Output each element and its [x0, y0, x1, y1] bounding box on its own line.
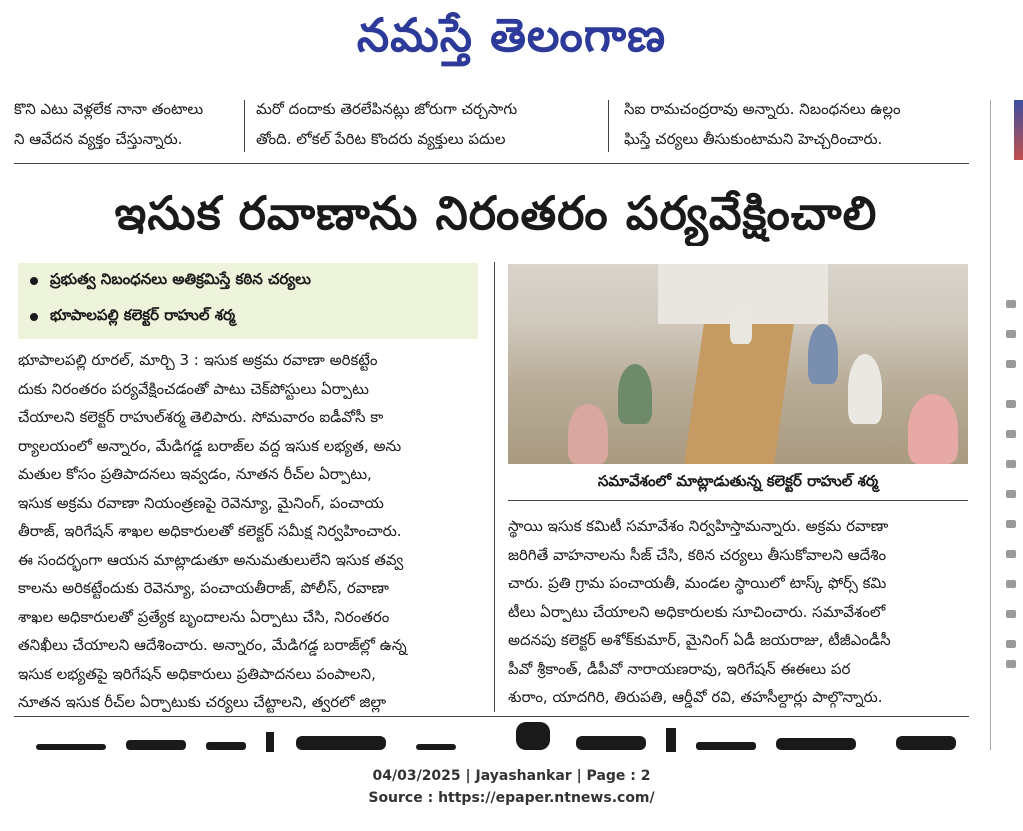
- body-line: కాలను అరికట్టేందుకు రెవెన్యూ, పంచాయతీరాజ్, పోలీస్, రవాణా: [18, 579, 389, 597]
- snippet-line: ని ఆవేదన వ్యక్తం చేస్తున్నారు.: [14, 130, 183, 148]
- cropped-headline-strokes: [16, 722, 976, 752]
- edge-text-fragment: [1006, 430, 1016, 438]
- article-headline: ఇసుక రవాణాను నిరంతరం పర్యవేక్షించాలి: [114, 186, 878, 240]
- body-line: భూపాలపల్లి రూరల్, మార్చి 3 : ఇసుక అక్రమ రవాణా అరికట్టేం: [18, 351, 378, 369]
- adjacent-page-edge: [990, 100, 1023, 750]
- edge-text-fragment: [1006, 300, 1016, 308]
- bullet-icon: [30, 277, 38, 285]
- photo-person: [848, 354, 882, 424]
- photo-person: [808, 324, 838, 384]
- photo-caption: సమావేశంలో మాట్లాడుతున్న కలెక్టర్ రాహుల్ శర్మ: [597, 472, 879, 490]
- footer: [0, 765, 1023, 809]
- masthead: [0, 0, 1023, 74]
- photo-person: [730, 304, 752, 344]
- article-body-left: [18, 346, 480, 717]
- snippet-line: సిఐ రామచంద్రరావు అన్నారు. నిబంధనలు ఉల్లం: [624, 100, 901, 118]
- top-snippet-col3: [624, 94, 969, 154]
- top-snippet-col1: [14, 94, 244, 154]
- body-line: అదనపు కలెక్టర్ అశోక్‌కుమార్, మైనింగ్ ఏడీ జయరాజు, టీజీఎండీసీ: [508, 631, 891, 649]
- edge-text-fragment: [1006, 640, 1016, 648]
- body-line: శాఖల అధికారులతో ప్రత్యేక బృందాలను ఏర్పాటు చేసి, నిరంతరం: [18, 607, 390, 626]
- column-divider: [494, 262, 495, 712]
- highlight-item: [18, 263, 478, 299]
- edge-text-fragment: [1006, 610, 1016, 618]
- highlights-box: [18, 263, 478, 339]
- edge-text-fragment: [1006, 360, 1016, 368]
- column-divider: [244, 100, 245, 152]
- body-line: ఈ సందర్భంగా ఆయన మాట్లాడుతూ అనుమతులులేని ఇసుక తవ్వ: [18, 550, 404, 569]
- body-line: నూతన ఇసుక రీచ్‌ల ఏర్పాటుకు చర్యలు చేట్టాలని, త్వరలో జిల్లా: [18, 693, 387, 711]
- next-headline-fragment: [16, 722, 976, 752]
- body-line: మతుల కోసం ప్రతిపాదనలు ఇవ్వడం, నూతన రీచ్‌ల ఏర్పాటు,: [18, 465, 372, 483]
- snippet-line: కొని ఎటు వెళ్లలేక నానా తంటాలు: [14, 100, 204, 118]
- top-snippet-col2: [256, 94, 601, 154]
- highlight-item: [18, 299, 478, 335]
- column-divider: [608, 100, 609, 152]
- body-line: చేయాలని కలెక్టర్ రాహుల్‌శర్మ తెలిపారు. సోమవారం ఐడీవోసీ కా: [18, 408, 384, 426]
- photo-person: [618, 364, 652, 424]
- edge-text-fragment: [1006, 460, 1016, 468]
- body-line: స్థాయి ఇసుక కమిటీ సమావేశం నిర్వహిస్తామన్నారు. అక్రమ రవాణా: [508, 517, 889, 535]
- photo-person: [908, 394, 958, 464]
- section-divider: [14, 163, 969, 164]
- snippet-line: తోంది. లోకల్ పేరిట కొందరు వ్యక్తులు పదుల: [256, 130, 506, 148]
- footer-meta: 04/03/2025 | Jayashankar | Page : 2: [372, 768, 651, 784]
- edge-text-fragment: [1006, 400, 1016, 408]
- snippet-line: మరో దందాకు తెరలేపినట్లు జోరుగా చర్చసాగు: [256, 100, 518, 118]
- body-line: తనిఖీలు చేయాలని ఆదేశించారు. అన్నారం, మేడిగడ్డ బరాజ్‌ల్లో ఉన్న: [18, 636, 407, 654]
- body-line: చారు. ప్రతి గ్రామ పంచాయతీ, మండల స్థాయిలో టాస్క్ ఫోర్స్ కమి: [508, 574, 887, 592]
- newspaper-title: నమస్తే తెలంగాణ: [356, 8, 667, 62]
- body-line: దుకు నిరంతరం పర్యవేక్షించడంతో పాటు చెక్‌పోస్టులు ఏర్పాటు: [18, 379, 369, 398]
- edge-text-fragment: [1006, 660, 1016, 668]
- snippet-line: ఘిస్తే చర్యలు తీసుకుంటామని హెచ్చరించారు.: [624, 130, 883, 148]
- body-line: ఇసుక అక్రమ రవాణా నియంత్రణపై రెవెన్యూ, మైనింగ్, పంచాయ: [18, 493, 384, 512]
- body-line: జరిగితే వాహనాలను సీజ్ చేసి, కఠిన చర్యలు తీసుకోవాలని ఆదేశిం: [508, 545, 887, 564]
- section-divider: [14, 716, 969, 717]
- body-line: పీవో శ్రీకాంత్, డీపీవో నారాయణరావు, ఇరిగేషన్ ఈఈలు పర: [508, 659, 851, 678]
- page-edge-divider: [990, 100, 991, 750]
- adjacent-image-strip: [1014, 100, 1023, 160]
- bullet-icon: [30, 313, 38, 321]
- article-body-right: [508, 512, 968, 712]
- edge-text-fragment: [1006, 330, 1016, 338]
- body-line: టీలు ఏర్పాటు చేయాలని అధికారులకు సూచించారు. సమావేశంలో: [508, 602, 886, 621]
- footer-source[interactable]: Source : https://epaper.ntnews.com/: [368, 790, 655, 806]
- edge-text-fragment: [1006, 490, 1016, 498]
- body-line: ఇసుక లభ్యతపై ఇరిగేషన్ అధికారులు ప్రతిపాదనలు పంపాలని,: [18, 664, 376, 683]
- body-line: ర్యాలయంలో అన్నారం, మేడిగడ్డ బరాజ్‌ల వద్ద ఇసుక లభ్యత, అను: [18, 436, 402, 455]
- meeting-photo: [508, 264, 968, 464]
- photo-person: [568, 404, 608, 464]
- photo-table: [684, 324, 794, 464]
- edge-text-fragment: [1006, 520, 1016, 528]
- highlight-text: భూపాలపల్లి కలెక్టర్ రాహుల్ శర్మ: [50, 306, 236, 324]
- highlight-text: ప్రభుత్వ నిబంధనలు అతిక్రమిస్తే కఠిన చర్యలు: [50, 270, 311, 288]
- body-line: శురాం, యాదగిరి, తిరుపతి, ఆర్డీవో రవి, తహసీల్దార్లు పాల్గొన్నారు.: [508, 688, 883, 706]
- edge-text-fragment: [1006, 550, 1016, 558]
- edge-text-fragment: [1006, 580, 1016, 588]
- body-line: తీరాజ్, ఇరిగేషన్ శాఖల అధికారులతో కలెక్టర్ సమీక్ష నిర్వహించారు.: [18, 522, 402, 540]
- caption-divider: [508, 500, 968, 501]
